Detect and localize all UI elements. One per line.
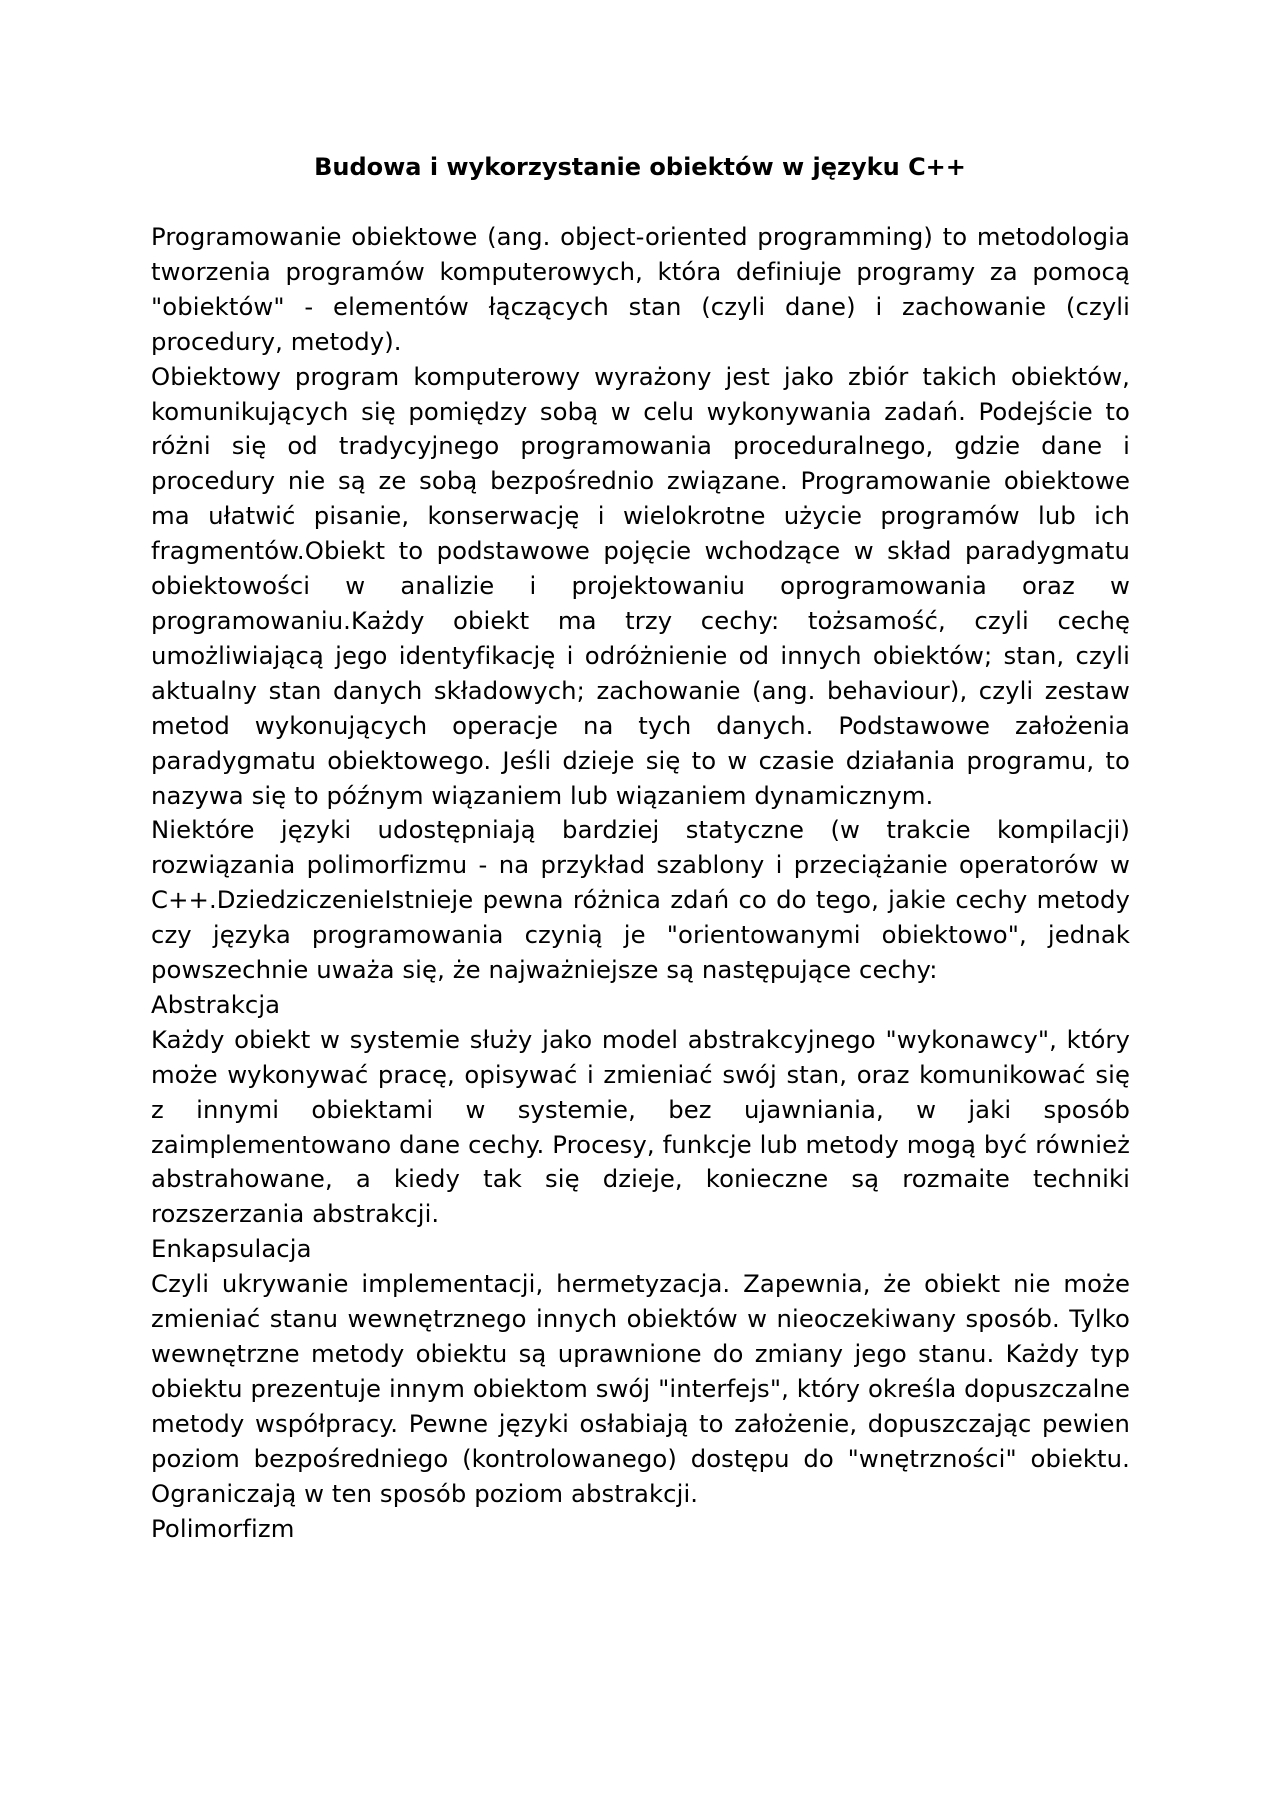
heading-polimorfizm: Polimorfizm — [151, 1513, 295, 1543]
page-title: Budowa i wykorzystanie obiektów w języku C++ — [314, 153, 966, 181]
paragraph-abstrakcja: Każdy obiekt w systemie służy jako model abstrakcyjnego "wykonawcy", który może wykonywać pracę, opisywać i zmieniać swój stan, oraz komunikować się z innymi obiektami w systemie, bez ujawniania, w jaki sposób zaimplementowano dane cechy. Procesy, funkcje lub metody mogą być również abstrahowane, a kiedy tak się dzieje, konieczne są rozmaite techniki rozszerzania abstrakcji. — [151, 1024, 1130, 1229]
document-body — [151, 220, 1130, 1546]
heading-enkapsulacja: Enkapsulacja — [151, 1234, 312, 1264]
paragraph-enkapsulacja: Czyli ukrywanie implementacji, hermetyzacja. Zapewnia, że obiekt nie może zmieniać stanu wewnętrznego innych obiektów w nieoczekiwany sposób. Tylko wewnętrzne metody obiektu są uprawnione do zmiany jego stanu. Każdy typ obiektu prezentuje innym obiektom swój "interfejs", który określa dopuszczalne metody współpracy. Pewne języki osłabiają to założenie, dopuszczając pewien poziom bezpośredniego (kontrolowanego) dostępu do "wnętrzności" obiektu. Ograniczają w ten sposób poziom abstrakcji. — [151, 1269, 1130, 1508]
paragraph-intro: Programowanie obiektowe (ang. object-oriented programming) to metodologia tworzenia programów komputerowych, która definiuje programy za pomocą "obiektów" - elementów łączących stan (czyli dane) i zachowanie (czyli procedury, metody). — [151, 222, 1130, 356]
paragraph-static-polymorphism: Niektóre języki udostępniają bardziej statyczne (w trakcie kompilacji) rozwiązania polimorfizmu - na przykład szablony i przeciążanie operatorów w C++.DziedziczenieIstnieje pewna różnica zdań co do tego, jakie cechy metody czy języka programowania czynią je "orientowanymi obiektowo", jednak powszechnie uważa się, że najważniejsze są następujące cechy: — [151, 815, 1130, 985]
heading-abstrakcja: Abstrakcja — [151, 989, 281, 1019]
paragraph-object-program: Obiektowy program komputerowy wyrażony jest jako zbiór takich obiektów, komunikujących się pomiędzy sobą w celu wykonywania zadań. Podejście to różni się od tradycyjnego programowania proceduralnego, gdzie dane i procedury nie są ze sobą bezpośrednio związane. Programowanie obiektowe ma ułatwić pisanie, konserwację i wielokrotne użycie programów lub ich fragmentów.Obiekt to podstawowe pojęcie wchodzące w skład paradygmatu obiektowości w analizie i projektowaniu oprogramowania oraz w programowaniu.Każdy obiekt ma trzy cechy: tożsamość, czyli cechę umożliwiającą jego identyfikację i odróżnienie od innych obiektów; stan, czyli aktualny stan danych składowych; zachowanie (ang. behaviour), czyli zestaw metod wykonujących operacje na tych danych. Podstawowe założenia paradygmatu obiektowego. Jeśli dzieje się to w czasie działania programu, to nazywa się to późnym wiązaniem lub wiązaniem dynamicznym. — [151, 361, 1130, 810]
